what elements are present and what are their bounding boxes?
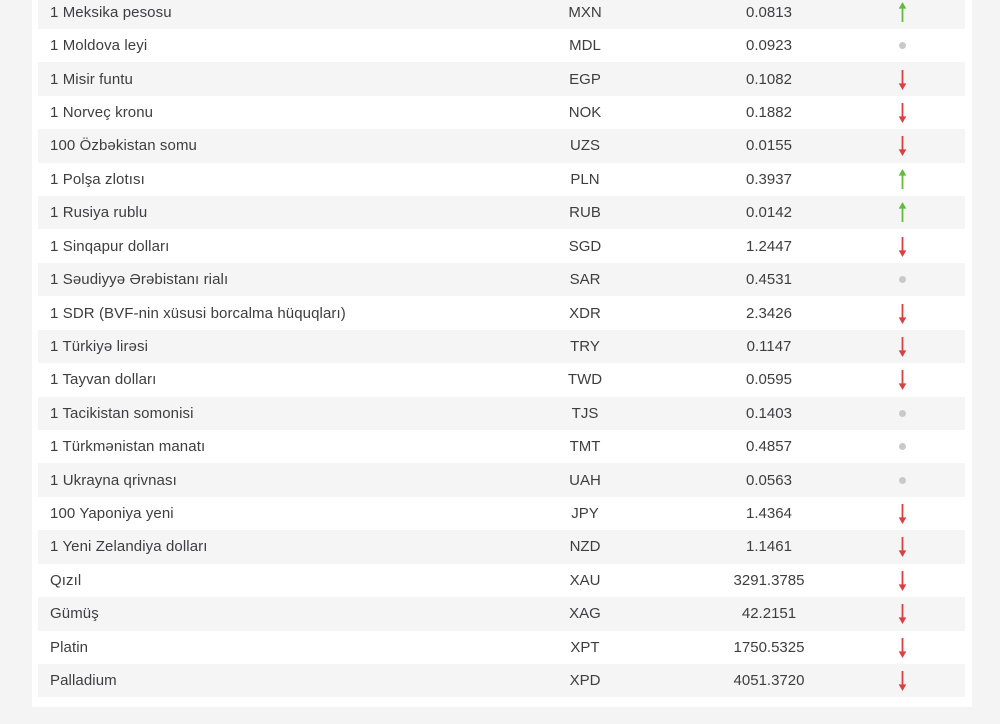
table-row <box>38 631 965 664</box>
trend-cell <box>843 536 961 557</box>
trend-cell <box>843 503 961 524</box>
currency-code: XAU <box>569 571 601 589</box>
currency-name: 100 Özbəkistan somu <box>50 137 197 155</box>
trend-cell <box>843 637 961 658</box>
currency-name: 1 Rusiya rublu <box>50 204 148 222</box>
currency-name: Gümüş <box>50 605 99 623</box>
currency-name: 1 Yeni Zelandiya dolları <box>50 538 208 556</box>
table-row <box>38 363 965 396</box>
trend-cell <box>843 477 961 484</box>
trend-cell <box>843 236 961 257</box>
currency-rate: 3291.3785 <box>733 571 805 589</box>
currency-code: EGP <box>569 70 601 88</box>
currency-code: TMT <box>569 438 601 456</box>
currency-rate: 0.0813 <box>746 3 792 21</box>
currency-name: 1 Tayvan dolları <box>50 371 157 389</box>
table-row <box>38 29 965 62</box>
trend-down-arrow-icon <box>897 135 908 156</box>
currency-code: MXN <box>568 3 602 21</box>
table-row <box>38 163 965 196</box>
table-row <box>38 430 965 463</box>
currency-rate: 0.0155 <box>746 137 792 155</box>
currency-code: NZD <box>569 538 601 556</box>
currency-rate: 0.0563 <box>746 471 792 489</box>
currency-rate: 0.1082 <box>746 70 792 88</box>
trend-down-arrow-icon <box>897 570 908 591</box>
currency-code: JPY <box>571 505 599 523</box>
currency-rate: 0.3937 <box>746 170 792 188</box>
table-row <box>38 597 965 630</box>
currency-rate: 2.3426 <box>746 304 792 322</box>
trend-steady-dot-icon <box>899 477 906 484</box>
currency-name: 1 SDR (BVF-nin xüsusi borcalma hüquqları) <box>50 304 346 322</box>
trend-steady-dot-icon <box>899 276 906 283</box>
currency-rate: 1.1461 <box>746 538 792 556</box>
currency-rate: 42.2151 <box>741 605 797 623</box>
table-row <box>38 564 965 597</box>
currency-rate: 0.1403 <box>746 404 792 422</box>
currency-name: 1 Meksika pesosu <box>50 3 172 21</box>
currency-name: 1 Misir funtu <box>50 70 133 88</box>
currency-rate: 1.4364 <box>746 505 792 523</box>
table-row <box>38 263 965 296</box>
currency-code: RUB <box>569 204 601 222</box>
trend-down-arrow-icon <box>897 637 908 658</box>
trend-cell <box>843 69 961 90</box>
currency-code: UZS <box>570 137 600 155</box>
table-row <box>38 397 965 430</box>
currency-code: PLN <box>570 170 600 188</box>
currency-rate: 0.4531 <box>746 271 792 289</box>
table-row <box>38 0 965 29</box>
currency-code: UAH <box>569 471 601 489</box>
currency-rate: 1750.5325 <box>733 638 805 656</box>
currency-name: 1 Norveç kronu <box>50 103 154 121</box>
trend-cell <box>843 169 961 190</box>
table-row <box>38 62 965 95</box>
trend-cell <box>843 135 961 156</box>
trend-cell <box>843 410 961 417</box>
table-row <box>38 296 965 329</box>
trend-down-arrow-icon <box>897 102 908 123</box>
currency-name: 1 Moldova leyi <box>50 37 148 55</box>
trend-cell <box>843 603 961 624</box>
currency-rate: 0.0923 <box>746 37 792 55</box>
currency-rate: 1.2447 <box>746 237 792 255</box>
currency-name: 1 Türkmənistan manatı <box>50 438 206 456</box>
trend-cell <box>843 42 961 49</box>
currency-code: XDR <box>569 304 601 322</box>
currency-code: SAR <box>569 271 601 289</box>
currency-name: 1 Polşa zlotısı <box>50 170 145 188</box>
trend-cell <box>843 336 961 357</box>
trend-down-arrow-icon <box>897 670 908 691</box>
currency-code: SGD <box>568 237 602 255</box>
currency-code: TRY <box>570 337 600 355</box>
table-row <box>38 196 965 229</box>
currency-name: 1 Səudiyyə Ərəbistanı rialı <box>50 271 229 289</box>
table-row <box>38 497 965 530</box>
table-row <box>38 530 965 563</box>
table-row <box>38 664 965 697</box>
currency-code: TJS <box>571 404 599 422</box>
currency-name: 100 Yaponiya yeni <box>50 505 174 523</box>
table-row <box>38 129 965 162</box>
trend-cell <box>843 670 961 691</box>
trend-cell <box>843 570 961 591</box>
trend-down-arrow-icon <box>897 603 908 624</box>
currency-code: TWD <box>567 371 603 389</box>
trend-cell <box>843 303 961 324</box>
currency-rate: 4051.3720 <box>733 672 805 690</box>
trend-down-arrow-icon <box>897 536 908 557</box>
currency-name: 1 Tacikistan somonisi <box>50 404 194 422</box>
trend-cell <box>843 202 961 223</box>
currency-code: XPD <box>569 672 601 690</box>
rates-card <box>32 0 972 707</box>
currency-rate: 0.0142 <box>746 204 792 222</box>
currency-name: Palladium <box>50 672 117 690</box>
trend-steady-dot-icon <box>899 443 906 450</box>
currency-name: 1 Ukrayna qrivnası <box>50 471 177 489</box>
trend-cell <box>843 2 961 23</box>
currency-name: Platin <box>50 638 89 656</box>
trend-steady-dot-icon <box>899 410 906 417</box>
trend-down-arrow-icon <box>897 69 908 90</box>
table-row <box>38 229 965 262</box>
currency-name: Qızıl <box>50 571 82 589</box>
currency-code: XPT <box>570 638 600 656</box>
table-row <box>38 463 965 496</box>
trend-up-arrow-icon <box>897 202 908 223</box>
currency-code: NOK <box>568 103 602 121</box>
trend-down-arrow-icon <box>897 503 908 524</box>
trend-cell <box>843 369 961 390</box>
trend-up-arrow-icon <box>897 169 908 190</box>
currency-name: 1 Türkiyə lirəsi <box>50 337 149 355</box>
table-row <box>38 330 965 363</box>
trend-down-arrow-icon <box>897 236 908 257</box>
trend-up-arrow-icon <box>897 2 908 23</box>
currency-name: 1 Sinqapur dolları <box>50 237 170 255</box>
currency-code: XAG <box>569 605 601 623</box>
trend-cell <box>843 102 961 123</box>
trend-cell <box>843 443 961 450</box>
trend-down-arrow-icon <box>897 336 908 357</box>
currency-rate: 0.4857 <box>746 438 792 456</box>
currency-code: MDL <box>569 37 601 55</box>
trend-down-arrow-icon <box>897 303 908 324</box>
table-row <box>38 96 965 129</box>
trend-steady-dot-icon <box>899 42 906 49</box>
currency-rate: 0.1147 <box>746 337 792 355</box>
trend-cell <box>843 276 961 283</box>
exchange-rates-table <box>38 0 965 697</box>
currency-rate: 0.1882 <box>746 103 792 121</box>
trend-down-arrow-icon <box>897 369 908 390</box>
currency-rate: 0.0595 <box>746 371 792 389</box>
